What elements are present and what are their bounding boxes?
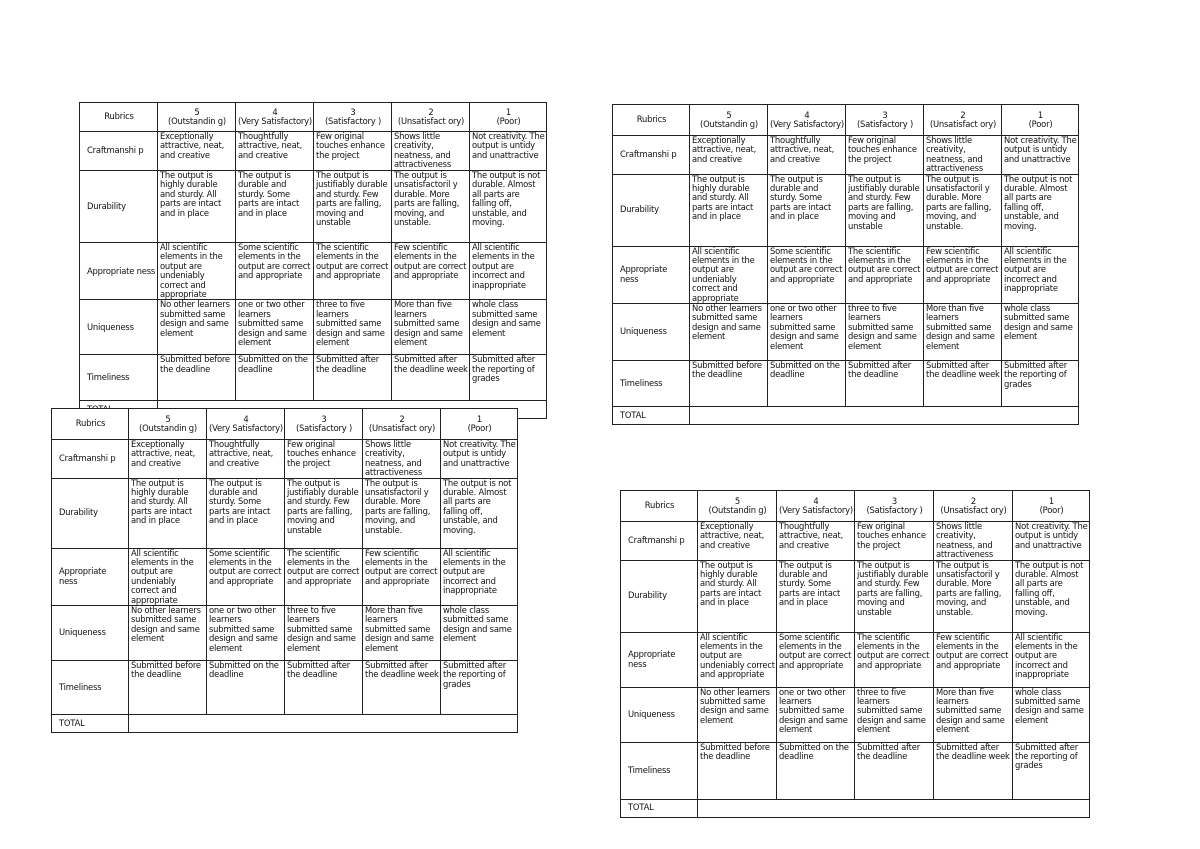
criterion-row-uniqueness [52, 606, 518, 661]
level-score: 3 [321, 413, 327, 424]
rubric-cell: The scientific elements in the output are correct and appropriate [285, 548, 363, 605]
criterion-row-timeliness [80, 355, 547, 401]
level-header-2 [924, 105, 1002, 136]
rubric-cell: Submitted after the deadline week [934, 742, 1013, 799]
level-label: (Outstandin g) [708, 505, 767, 515]
rubric-cell: The output is unsatisfactoril y durable. More parts are falling, moving, and unstable. [924, 174, 1002, 246]
level-label: (Unsatisfact ory) [929, 119, 997, 129]
rubric-cell: Exceptionally attractive, neat, and creative [158, 132, 236, 171]
rubric-cell: The output is justifiably durable and sturdy. Few parts are falling, moving and unstable [855, 560, 934, 632]
rubric-cell: three to five learners submitted same design and same element [846, 304, 924, 361]
level-label: (Satisfactory ) [295, 423, 353, 433]
rubric-cell: No other learners submitted same design and same element [129, 606, 207, 661]
criterion-name: Timeliness [52, 661, 129, 715]
rubric-cell: Submitted on the deadline [768, 361, 846, 407]
rubric-cell: Submitted on the deadline [777, 742, 855, 799]
criterion-name: Craftmanshi p [80, 132, 158, 171]
rubric-cell: The output is highly durable and sturdy. All parts are intact and in place [690, 174, 768, 246]
rubric-cell: More than five learners submitted same design and same element [924, 304, 1002, 361]
level-label: (Satisfactory ) [856, 119, 914, 129]
criterion-name: Appropriate ness [80, 243, 158, 300]
level-label: (Very Satisfactory) [238, 116, 312, 126]
rubric-cell: Submitted before the deadline [158, 355, 236, 401]
level-header-4 [777, 491, 855, 522]
rubric-cell: No other learners submitted same design and same element [690, 304, 768, 361]
level-label: (Poor) [1039, 505, 1064, 515]
criterion-row-durability [613, 174, 1079, 246]
level-header-2 [363, 409, 441, 440]
criterion-row-craftmanship [621, 522, 1090, 561]
rubric-cell: whole class submitted same design and same element [1002, 304, 1079, 361]
rubric-cell: Few scientific elements in the output are correct and appropriate [363, 548, 441, 605]
criterion-row-uniqueness [80, 300, 547, 355]
rubric-cell: whole class submitted same design and same element [470, 300, 547, 355]
rubric-top-right [612, 104, 1079, 425]
criterion-name: Timeliness [613, 361, 690, 407]
criterion-name: Craftmanshi p [621, 522, 698, 561]
rubric-cell: Some scientific elements in the output are correct and appropriate [236, 243, 314, 300]
level-score: 5 [194, 106, 200, 117]
level-score: 3 [350, 106, 356, 117]
total-row [621, 799, 1090, 817]
rubric-cell: Few original touches enhance the project [846, 136, 924, 175]
level-score: 2 [399, 413, 405, 424]
rubric-cell: Submitted before the deadline [690, 361, 768, 407]
rubric-cell: Shows little creativity, neatness, and attractiveness [934, 522, 1013, 561]
rubrics-header: Rubrics [621, 491, 698, 522]
level-score: 5 [165, 413, 171, 424]
rubric-cell: All scientific elements in the output are incorrect and inappropriate [441, 548, 518, 605]
rubric-cell: Exceptionally attractive, neat, and creative [129, 440, 207, 479]
rubric-cell: Some scientific elements in the output are correct and appropriate [777, 632, 855, 687]
header-row [613, 105, 1079, 136]
criterion-name: Durability [613, 174, 690, 246]
level-label: (Outstandin g) [139, 423, 197, 433]
level-label: (Satisfactory ) [866, 505, 923, 515]
rubric-cell: No other learners submitted same design and same element [698, 687, 777, 742]
rubric-cell: one or two other learners submitted same design and same element [236, 300, 314, 355]
rubric-cell: Submitted after the reporting of grades [1002, 361, 1079, 407]
rubric-bottom-right [620, 490, 1090, 818]
level-header-1 [1013, 491, 1090, 522]
rubric-cell: All scientific elements in the output are undeniably correct and appropriate [129, 548, 207, 605]
rubric-cell: Few original touches enhance the project [855, 522, 934, 561]
header-row [52, 409, 518, 440]
level-label: (Very Satisfactory) [779, 505, 853, 515]
level-header-1 [470, 103, 547, 132]
rubric-cell: Thoughtfully attractive, neat, and creative [768, 136, 846, 175]
rubric-cell: All scientific elements in the output are undeniably correct and appropriate [690, 246, 768, 303]
level-label: (Poor) [1028, 119, 1053, 129]
criterion-row-timeliness [613, 361, 1079, 407]
level-header-3 [846, 105, 924, 136]
rubric-cell: Few scientific elements in the output are correct and appropriate [934, 632, 1013, 687]
rubric-cell: Submitted after the deadline [846, 361, 924, 407]
criterion-row-craftmanship [52, 440, 518, 479]
rubric-cell: All scientific elements in the output are incorrect and inappropriate [1002, 246, 1079, 303]
criterion-row-durability [80, 171, 547, 243]
rubric-cell: The output is unsatisfactoril y durable. More parts are falling, moving, and unstable. [934, 560, 1013, 632]
level-score: 4 [243, 413, 249, 424]
rubric-cell: Shows little creativity, neatness, and attractiveness [363, 440, 441, 479]
level-score: 4 [813, 495, 819, 506]
total-row [613, 407, 1079, 425]
rubric-cell: Few scientific elements in the output are correct and appropriate [392, 243, 470, 300]
level-header-3 [314, 103, 392, 132]
level-label: (Very Satisfactory) [770, 119, 844, 129]
rubric-cell: All scientific elements in the output are incorrect and inappropriate [470, 243, 547, 300]
rubric-cell: Submitted before the deadline [698, 742, 777, 799]
rubric-cell: Few scientific elements in the output are correct and appropriate [924, 246, 1002, 303]
level-label: (Poor) [496, 116, 521, 126]
level-score: 1 [1048, 495, 1055, 506]
rubric-cell: one or two other learners submitted same design and same element [777, 687, 855, 742]
header-row [80, 103, 547, 132]
level-score: 4 [804, 109, 810, 120]
criterion-row-timeliness [52, 661, 518, 715]
criterion-row-appropriateness [621, 632, 1090, 687]
rubric-cell: three to five learners submitted same design and same element [285, 606, 363, 661]
criterion-name: Uniqueness [613, 304, 690, 361]
criterion-name: Appropriate ness [52, 548, 129, 605]
level-score: 2 [970, 495, 977, 506]
rubric-cell: Submitted after the deadline [285, 661, 363, 715]
rubric-cell: Few original touches enhance the project [285, 440, 363, 479]
level-header-2 [392, 103, 470, 132]
rubric-cell: Submitted after the deadline week [392, 355, 470, 401]
rubric-cell: The output is not durable. Almost all parts are falling off, unstable, and moving. [1013, 560, 1090, 632]
rubric-cell: The output is not durable. Almost all parts are falling off, unstable, and moving. [441, 478, 518, 548]
rubric-cell: The output is justifiably durable and sturdy. Few parts are falling, moving and unstable [314, 171, 392, 243]
criterion-name: Durability [621, 560, 698, 632]
rubric-cell: The output is highly durable and sturdy. All parts are intact and in place [129, 478, 207, 548]
criterion-row-durability [621, 560, 1090, 632]
rubric-cell: Submitted after the deadline week [363, 661, 441, 715]
rubric-cell: Thoughtfully attractive, neat, and creative [777, 522, 855, 561]
rubric-cell: Some scientific elements in the output are correct and appropriate [207, 548, 285, 605]
level-label: (Satisfactory ) [324, 116, 382, 126]
level-label: (Outstandin g) [168, 116, 226, 126]
rubric-cell: The output is unsatisfactoril y durable. More parts are falling, moving, and unstable. [363, 478, 441, 548]
rubric-middle-left [51, 408, 518, 733]
level-score: 5 [726, 109, 732, 120]
rubric-cell: Submitted after the deadline [855, 742, 934, 799]
criterion-name: Timeliness [80, 355, 158, 401]
rubric-cell: All scientific elements in the output are undeniably correct and appropriate [698, 632, 777, 687]
rubric-cell: The output is durable and sturdy. Some parts are intact and in place [236, 171, 314, 243]
criterion-name: Uniqueness [621, 687, 698, 742]
rubric-cell: More than five learners submitted same design and same element [392, 300, 470, 355]
level-label: (Unsatisfact ory) [368, 423, 436, 433]
rubrics-header: Rubrics [613, 105, 690, 136]
rubric-cell: Submitted on the deadline [207, 661, 285, 715]
rubric-cell: Not creativity. The output is untidy and unattractive [441, 440, 518, 479]
rubric-cell: Submitted after the reporting of grades [441, 661, 518, 715]
rubric-cell: Submitted after the reporting of grades [470, 355, 547, 401]
criterion-row-appropriateness [52, 548, 518, 605]
level-header-5 [158, 103, 236, 132]
level-score: 2 [428, 106, 434, 117]
criterion-name: Timeliness [621, 742, 698, 799]
level-label: (Unsatisfact ory) [940, 505, 1007, 515]
total-label: TOTAL [621, 799, 698, 817]
criterion-row-appropriateness [613, 246, 1079, 303]
rubric-cell: The output is justifiably durable and sturdy. Few parts are falling, moving and unstable [285, 478, 363, 548]
level-label: (Poor) [467, 423, 492, 433]
rubric-cell: The scientific elements in the output are correct and appropriate [855, 632, 934, 687]
rubric-cell: All scientific elements in the output are incorrect and inappropriate [1013, 632, 1090, 687]
total-label: TOTAL [52, 715, 129, 733]
level-header-4 [236, 103, 314, 132]
rubric-cell: Submitted after the reporting of grades [1013, 742, 1090, 799]
level-header-4 [768, 105, 846, 136]
total-score-cell [698, 799, 1090, 817]
header-row [621, 491, 1090, 522]
criterion-name: Uniqueness [52, 606, 129, 661]
rubric-cell: More than five learners submitted same design and same element [934, 687, 1013, 742]
criterion-name: Durability [52, 478, 129, 548]
rubric-cell: one or two other learners submitted same design and same element [207, 606, 285, 661]
rubric-cell: More than five learners submitted same design and same element [363, 606, 441, 661]
level-header-5 [698, 491, 777, 522]
rubric-cell: Shows little creativity, neatness, and attractiveness [392, 132, 470, 171]
rubric-top-left [79, 102, 547, 419]
rubric-cell: The output is durable and sturdy. Some parts are intact and in place [777, 560, 855, 632]
rubric-cell: Submitted before the deadline [129, 661, 207, 715]
rubric-cell: Exceptionally attractive, neat, and creative [690, 136, 768, 175]
rubric-cell: The output is highly durable and sturdy. All parts are intact and in place [158, 171, 236, 243]
rubric-cell: Thoughtfully attractive, neat, and creative [236, 132, 314, 171]
level-header-5 [690, 105, 768, 136]
level-score: 2 [960, 109, 966, 120]
rubric-cell: one or two other learners submitted same design and same element [768, 304, 846, 361]
rubric-cell: three to five learners submitted same design and same element [855, 687, 934, 742]
level-header-3 [285, 409, 363, 440]
rubrics-header: Rubrics [52, 409, 129, 440]
rubric-cell: Not creativity. The output is untidy and unattractive [1002, 136, 1079, 175]
level-score: 4 [272, 106, 278, 117]
rubric-cell: The output is unsatisfactoril y durable. More parts are falling, moving, and unstable. [392, 171, 470, 243]
rubric-cell: Exceptionally attractive, neat, and creative [698, 522, 777, 561]
rubric-cell: The scientific elements in the output are correct and appropriate [846, 246, 924, 303]
criterion-row-uniqueness [621, 687, 1090, 742]
total-label: TOTAL [613, 407, 690, 425]
level-score: 5 [734, 495, 741, 506]
criterion-row-durability [52, 478, 518, 548]
criterion-name: Appropriate ness [621, 632, 698, 687]
rubrics-header: Rubrics [80, 103, 158, 132]
level-header-4 [207, 409, 285, 440]
rubric-cell: Thoughtfully attractive, neat, and creative [207, 440, 285, 479]
rubric-cell: The output is durable and sturdy. Some parts are intact and in place [207, 478, 285, 548]
criterion-row-appropriateness [80, 243, 547, 300]
level-label: (Outstandin g) [700, 119, 758, 129]
rubric-cell: Not creativity. The output is untidy and unattractive [1013, 522, 1090, 561]
criterion-name: Uniqueness [80, 300, 158, 355]
level-score: 3 [891, 495, 898, 506]
rubric-cell: Few original touches enhance the project [314, 132, 392, 171]
rubric-cell: The scientific elements in the output are correct and appropriate [314, 243, 392, 300]
level-header-3 [855, 491, 934, 522]
rubric-cell: Submitted after the deadline [314, 355, 392, 401]
rubric-cell: whole class submitted same design and same element [441, 606, 518, 661]
total-score-cell [690, 407, 1079, 425]
criterion-row-timeliness [621, 742, 1090, 799]
level-score: 1 [476, 413, 483, 424]
level-score: 3 [882, 109, 888, 120]
rubric-cell: The output is not durable. Almost all parts are falling off, unstable, and moving. [1002, 174, 1079, 246]
rubric-cell: The output is durable and sturdy. Some parts are intact and in place [768, 174, 846, 246]
rubric-cell: Submitted after the deadline week [924, 361, 1002, 407]
criterion-name: Appropriate ness [613, 246, 690, 303]
rubric-cell: No other learners submitted same design and same element [158, 300, 236, 355]
rubric-cell: Not creativity. The output is untidy and unattractive [470, 132, 547, 171]
criterion-name: Durability [80, 171, 158, 243]
total-score-cell [129, 715, 518, 733]
total-row [52, 715, 518, 733]
rubric-cell: three to five learners submitted same design and same element [314, 300, 392, 355]
rubric-cell: Some scientific elements in the output are correct and appropriate [768, 246, 846, 303]
criterion-name: Craftmanshi p [52, 440, 129, 479]
level-label: (Unsatisfact ory) [397, 116, 465, 126]
criterion-row-craftmanship [613, 136, 1079, 175]
rubric-cell: All scientific elements in the output are undeniably correct and appropriate [158, 243, 236, 300]
criterion-row-uniqueness [613, 304, 1079, 361]
level-header-1 [441, 409, 518, 440]
level-header-1 [1002, 105, 1079, 136]
rubric-cell: The output is highly durable and sturdy. All parts are intact and in place [698, 560, 777, 632]
rubric-cell: The output is justifiably durable and sturdy. Few parts are falling, moving and unstable [846, 174, 924, 246]
criterion-row-craftmanship [80, 132, 547, 171]
level-score: 1 [1037, 109, 1044, 120]
level-header-5 [129, 409, 207, 440]
rubric-cell: Shows little creativity, neatness, and attractiveness [924, 136, 1002, 175]
rubric-cell: Submitted on the deadline [236, 355, 314, 401]
level-score: 1 [505, 106, 512, 117]
criterion-name: Craftmanshi p [613, 136, 690, 175]
level-label: (Very Satisfactory) [209, 423, 283, 433]
level-header-2 [934, 491, 1013, 522]
rubric-cell: whole class submitted same design and same element [1013, 687, 1090, 742]
rubric-cell: The output is not durable. Almost all parts are falling off, unstable, and moving. [470, 171, 547, 243]
